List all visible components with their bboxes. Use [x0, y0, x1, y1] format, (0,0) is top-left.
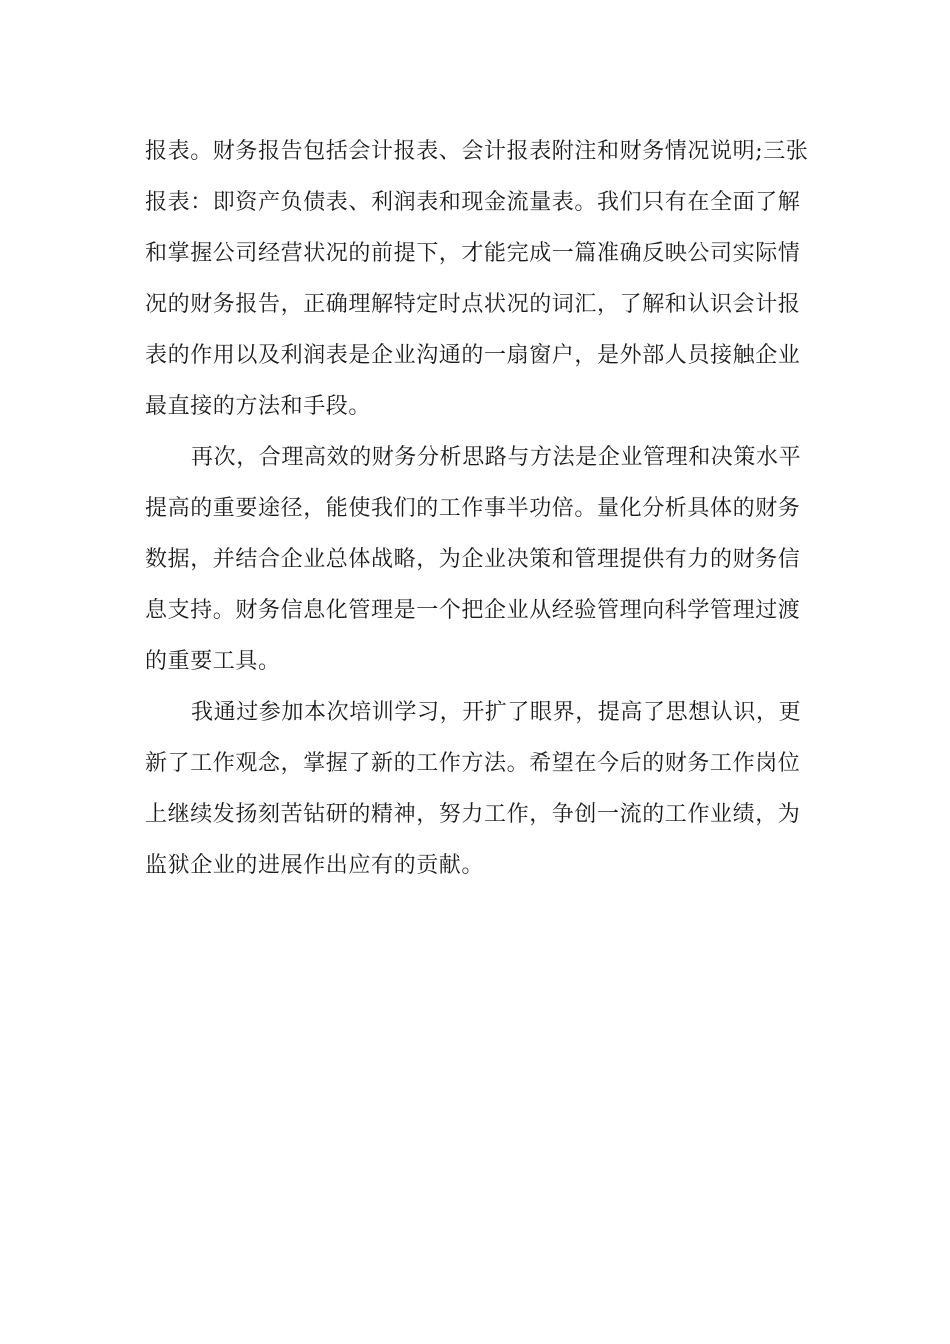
text-line: 报表：即资产负债表、利润表和现金流量表。我们只有在全面了解: [145, 190, 801, 215]
text-line: 数据，并结合企业总体战略，为企业决策和管理提供有力的财务信: [145, 547, 801, 572]
text-line: 再次，合理高效的财务分析思路与方法是企业管理和决策水平: [191, 445, 802, 470]
text-line: 新了工作观念，掌握了新的工作方法。希望在今后的财务工作岗位: [145, 751, 801, 776]
text-line: 监狱企业的进展作出应有的贡献。: [145, 853, 485, 878]
text-line: 最直接的方法和手段。: [145, 394, 372, 419]
text-line: 的重要工具。: [145, 649, 281, 674]
text-line: 我通过参加本次培训学习，开扩了眼界，提高了思想认识，更: [191, 700, 802, 725]
text-line: 报表。财务报告包括会计报表、会计报表附注和财务情况说明;三张: [145, 139, 809, 164]
paragraph-2: [145, 432, 810, 687]
text-line: 息支持。财务信息化管理是一个把企业从经验管理向科学管理过渡: [145, 598, 801, 623]
paragraph-3: [145, 687, 810, 891]
text-line: 况的财务报告，正确理解特定时点状况的词汇，了解和认识会计报: [145, 292, 801, 317]
text-line: 上继续发扬刻苦钻研的精神，努力工作，争创一流的工作业绩，为: [145, 802, 801, 827]
text-line: 提高的重要途径，能使我们的工作事半功倍。量化分析具体的财务: [145, 496, 801, 521]
document-body: [145, 126, 810, 891]
text-line: 和掌握公司经营状况的前提下，才能完成一篇准确反映公司实际情: [145, 241, 801, 266]
text-line: 表的作用以及利润表是企业沟通的一扇窗户，是外部人员接触企业: [145, 343, 801, 368]
paragraph-1: [145, 126, 810, 432]
